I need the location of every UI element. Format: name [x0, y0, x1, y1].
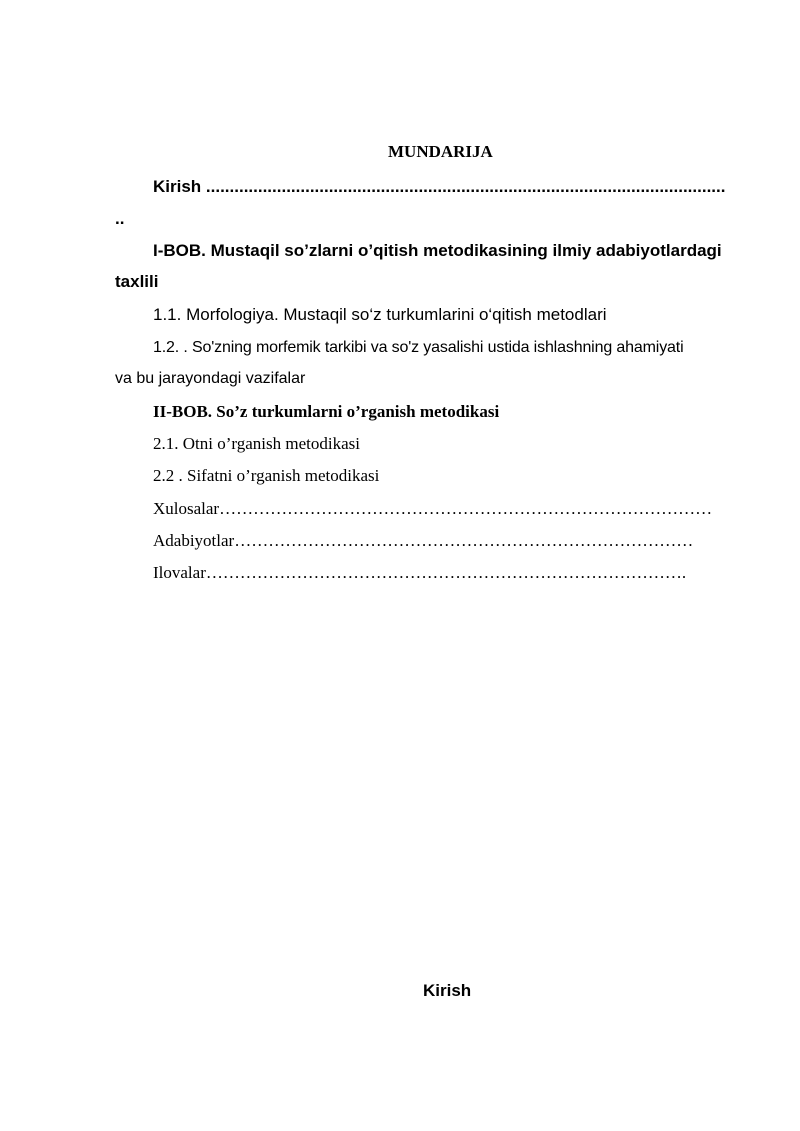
toc-entry-kirish-label: Kirish	[153, 177, 202, 196]
toc-entry-kirish	[153, 176, 747, 198]
toc-entry-adabiyotlar-leader: ………………………………………………………………………	[234, 531, 694, 550]
toc-entry-xulosalar-leader: ……………………………………………………………………………	[219, 499, 713, 518]
toc-chapter-1-line1: I-BOB. Mustaqil so’zlarni o’qitish metodikasining ilmiy adabiyotlardagi	[153, 241, 722, 260]
toc-entry-ilovalar-leader: ………………………………………………………………………….	[205, 563, 687, 582]
toc-title: MUNDARIJA	[388, 142, 493, 161]
toc-entry-adabiyotlar-label: Adabiyotlar	[153, 531, 235, 550]
toc-section-1-2-line1: 1.2. . So'zning morfemik tarkibi va so'z yasalishi ustida ishlashning ahamiyati	[153, 339, 684, 356]
toc-entry-kirish-leader: ..............................................................................................................	[201, 177, 726, 196]
toc-section-1-2-line2: va bu jarayondagi vazifalar	[115, 370, 306, 387]
toc-chapter-2: II-BOB. So’z turkumlarni o’rganish metodikasi	[153, 402, 500, 421]
toc-entry-xulosalar-label: Xulosalar	[153, 499, 220, 518]
toc-chapter-1-line2: taxlili	[115, 272, 159, 291]
toc-entry-adabiyotlar	[153, 530, 728, 552]
toc-entry-ilovalar	[153, 562, 731, 584]
toc-section-2-2: 2.2 . Sifatni o’rganish metodikasi	[153, 466, 380, 485]
section-heading-kirish: Kirish	[423, 981, 472, 1000]
toc-section-2-1: 2.1. Otni o’rganish metodikasi	[153, 434, 360, 453]
toc-entry-xulosalar	[153, 498, 733, 520]
toc-section-1-1: 1.1. Morfologiya. Mustaqil so‘z turkumlarini o‘qitish metodlari	[153, 305, 607, 324]
toc-entry-ilovalar-label: Ilovalar	[153, 563, 206, 582]
toc-entry-kirish-continuation: ..	[115, 209, 125, 228]
